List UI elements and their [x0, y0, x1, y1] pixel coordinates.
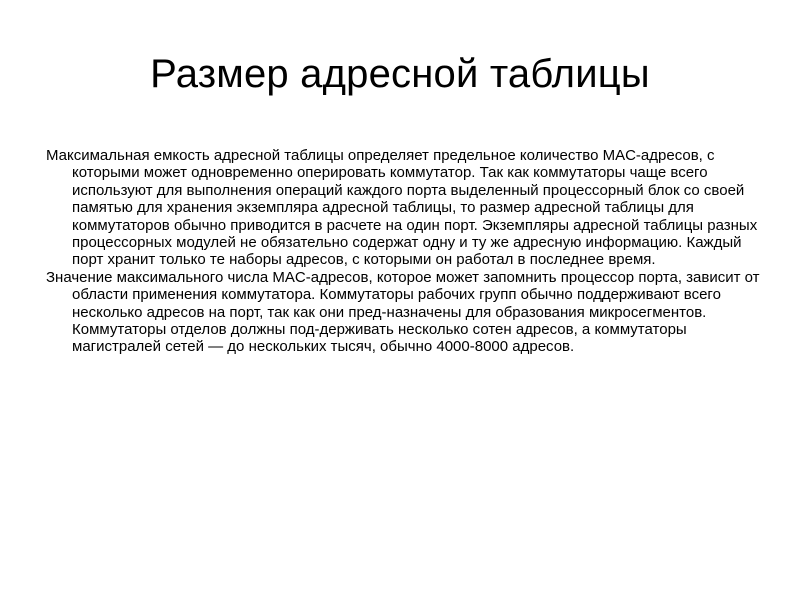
slide-body — [46, 147, 762, 356]
paragraph-max-mac-addresses: Значение максимального числа MAC-адресов, которое может запомнить процессор порта, зависит от области применения коммутатора. Коммутаторы рабочих групп обычно поддерживают всего несколько адресов на порт, так как они пред-назначены для образования микросегментов. Коммутаторы отделов должны под-держивать несколько сотен адресов, а коммутаторы магистралей сетей — до нескольких тысяч, обычно 4000-8000 адресов. — [46, 268, 760, 356]
paragraph-address-table-capacity: Максимальная емкость адресной таблицы определяет предельное количество MAC-адресов, с которыми может одновременно оперировать коммутатор. Так как коммутаторы чаще всего используют для выполнения операций каждого порта выделенный процессорный блок со своей памятью для хранения экземпляра адресной таблицы, то размер адресной таблицы для коммутаторов обычно приводится в расчете на один порт. Экземпляры адресной таблицы разных процессорных модулей не обязательно содержат одну и ту же адресную информацию. Каждый порт хранит только те наборы адресов, с которыми он работал в последнее время. — [46, 147, 758, 269]
slide-title: Размер адресной таблицы — [150, 52, 650, 96]
